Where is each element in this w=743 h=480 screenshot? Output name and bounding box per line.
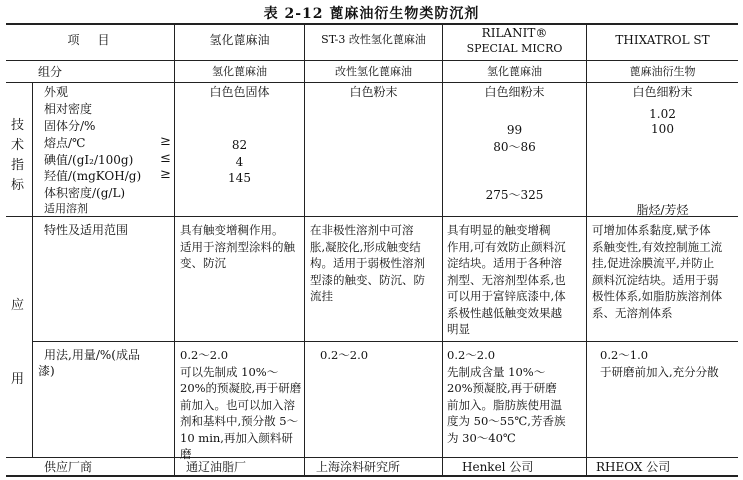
tech-value: 4 — [235, 155, 244, 169]
tech-value: 1.02 — [649, 107, 676, 121]
composition-col1: 氢化蓖麻油 — [212, 65, 267, 78]
header-col-rilanit-line1: RILANIT® — [481, 26, 548, 40]
table-border-top — [6, 23, 738, 25]
tech-label-melting-point: 熔点/℃ — [44, 136, 86, 150]
tech-label-bulk-density: 体积密度/(g/L) — [44, 186, 126, 200]
composition-col2: 改性氢化蓖麻油 — [335, 65, 412, 78]
header-col-st3: ST-3 改性氢化蓖麻油 — [321, 33, 426, 46]
row-divider — [6, 60, 738, 61]
features-col2: 在非极性溶剂中可溶 胀,凝胶化,形成触变结 构。适用于弱极性溶剂 型漆的触变、防沉、防 流挂 — [310, 223, 425, 303]
composition-col3: 氢化蓖麻油 — [487, 65, 542, 78]
tech-value: 脂烃/芳烃 — [636, 203, 689, 217]
supplier-col2: 上海涂料研究所 — [316, 460, 401, 474]
tech-label-iodine-value: 碘值/(gI₂/100g) — [44, 153, 134, 167]
features-col4: 可增加体系黏度,赋予体 系触变性,有效控制施工流 挂,促进涂膜流平,并防止 颜料沉淀结块。适用于弱 极性体系,如脂肪族溶剂体 系、无溶剂体系 — [592, 223, 723, 320]
tech-value: 145 — [228, 171, 251, 185]
tech-group-label: 技 — [11, 118, 25, 133]
supplier-col3: Henkel 公司 — [462, 460, 534, 474]
application-group-label: 用 — [11, 372, 25, 387]
row-divider — [32, 341, 738, 342]
tech-label-solvent: 适用溶剂 — [44, 202, 88, 215]
header-col-thixatrol: THIXATROL ST — [615, 33, 710, 47]
tech-value: 99 — [506, 123, 523, 137]
supplier-col1: 通辽油脂厂 — [186, 460, 247, 474]
tech-value: 白色粉末 — [349, 85, 398, 99]
tech-value: 80～86 — [493, 140, 536, 154]
supplier-label: 供应厂商 — [44, 460, 93, 474]
table-border-bottom — [6, 475, 738, 477]
tech-label-appearance: 外观 — [44, 85, 69, 99]
gte-symbol: ≥ — [160, 167, 171, 182]
features-col1: 具有触变增稠作用。 适用于溶剂型涂料的触 变、防沉 — [180, 223, 295, 270]
tech-value: 白色色固体 — [209, 85, 270, 99]
group-divider — [32, 83, 33, 457]
tech-label-solid-content: 固体分/% — [44, 119, 96, 133]
header-col-rilanit-line2: SPECIAL MICRO — [466, 42, 563, 55]
usage-col4: 0.2～1.0 于研磨前加入,充分分散 — [600, 348, 719, 379]
table-title: 表 2-12 蓖麻油衍生物类防沉剂 — [263, 6, 480, 22]
tech-value: 82 — [231, 138, 248, 152]
composition-label: 组分 — [38, 65, 63, 79]
supplier-col4: RHEOX 公司 — [596, 460, 671, 474]
lte-symbol: ≤ — [160, 151, 171, 166]
features-col3: 具有明显的触变增稠 作用,可有效防止颜料沉 淀结块。适用于各种溶 剂型、无溶剂型体系,也 可以用于富锌底漆中,体 系极性越低触变效果越 明显 — [447, 223, 566, 336]
tech-label-relative-density: 相对密度 — [44, 102, 93, 116]
tech-group-label: 指 — [11, 158, 25, 173]
application-group-label: 应 — [11, 298, 25, 313]
tech-group-label: 术 — [11, 138, 25, 153]
tech-group-label: 标 — [11, 178, 25, 193]
header-item: 项 目 — [67, 33, 113, 47]
tech-value: 275～325 — [485, 188, 544, 202]
gte-symbol: ≥ — [160, 134, 171, 149]
row-divider — [6, 457, 738, 458]
usage-col3: 0.2～2.0 先制成含量 10%～ 20%预凝胶,再于研磨 前加入。脂肪族使用温 度为 50～55℃,芳香族 为 30～40℃ — [447, 348, 566, 445]
row-divider — [6, 82, 738, 83]
usage-col2: 0.2～2.0 — [320, 348, 369, 362]
header-col-hydrogenated-castor-oil: 氢化蓖麻油 — [209, 33, 270, 47]
usage-col1: 0.2～2.0 可以先制成 10%～ 20%的预凝胶,再于研磨 前加入。也可以加入溶 剂和基料中,预分散 5～ 10 min,再加入颜料研磨 — [180, 348, 302, 461]
features-label: 特性及适用范围 — [44, 223, 129, 237]
usage-label: 用法,用量/%(成品 漆) — [38, 348, 140, 378]
composition-col4: 蓖麻油衍生物 — [629, 65, 696, 78]
tech-value: 100 — [651, 122, 674, 136]
tech-value: 白色细粉末 — [632, 85, 693, 99]
tech-label-hydroxyl-value: 羟值/(mgKOH/g) — [44, 169, 142, 183]
tech-value: 白色细粉末 — [484, 85, 545, 99]
